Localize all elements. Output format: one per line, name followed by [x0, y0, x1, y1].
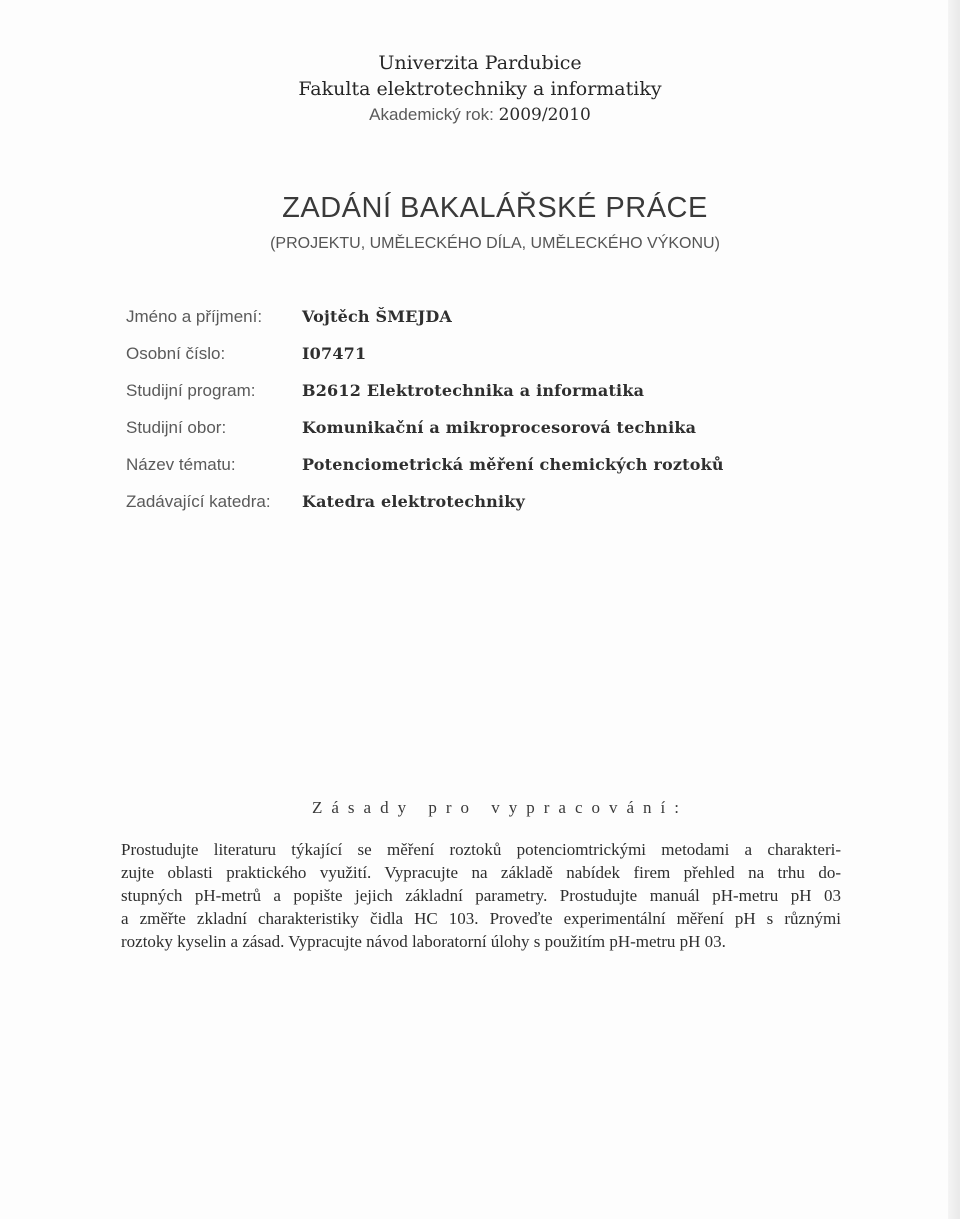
academic-year-label: Akademický rok:: [369, 105, 494, 124]
info-value: Komunikační a mikroprocesorová technika: [302, 418, 697, 437]
info-row-personal-number: [126, 335, 846, 372]
paragraph-line: stupných pH-metrů a popište jejich základní parametry. Prostudujte manuál pH-metru pH 03: [121, 886, 841, 905]
header: [0, 50, 960, 128]
info-label: Osobní číslo:: [126, 343, 226, 363]
university-name: Univerzita Pardubice: [378, 52, 582, 74]
principles-heading: Zásady pro vypracování:: [312, 798, 688, 817]
info-label: Jméno a příjmení:: [126, 306, 263, 326]
info-row-department: [126, 483, 846, 520]
info-row-study-field: [126, 409, 846, 446]
info-label: Studijní program:: [126, 380, 256, 400]
info-label: Studijní obor:: [126, 417, 227, 437]
info-row-topic: [126, 446, 846, 483]
info-value: Vojtěch ŠMEJDA: [302, 307, 453, 326]
info-value: I07471: [302, 344, 367, 363]
info-row-study-program: [126, 372, 846, 409]
paragraph-line: Prostudujte literaturu týkající se měření roztoků potenciomtrickými metodami a charakteri-: [121, 840, 841, 859]
info-table: [126, 298, 846, 520]
principles-paragraph: [121, 838, 841, 953]
paragraph-line: a změřte zkladní charakteristiky čidla HC 103. Proveďte experimentální měření pH s různými: [121, 909, 841, 928]
paragraph-line: roztoky kyselin a zásad. Vypracujte návod laboratorní úlohy s použitím pH-metru pH 03.: [121, 932, 726, 951]
academic-year-value: 2009/2010: [498, 105, 591, 125]
title-block: [0, 190, 960, 256]
info-value: Katedra elektrotechniky: [302, 492, 526, 511]
document-subtitle: (PROJEKTU, UMĚLECKÉHO DÍLA, UMĚLECKÉHO VÝKONU): [270, 235, 720, 252]
info-label: Zadávající katedra:: [126, 491, 271, 511]
faculty-name: Fakulta elektrotechniky a informatiky: [298, 78, 662, 100]
paragraph-line: zujte oblasti praktického využití. Vypracujte na základě nabídek firem přehled na trhu do-: [121, 863, 841, 882]
page-edge-shadow: [948, 0, 960, 1219]
academic-year: [0, 102, 960, 128]
info-row-name: [126, 298, 846, 335]
document-title: ZADÁNÍ BAKALÁŘSKÉ PRÁCE: [282, 192, 708, 224]
info-label: Název tématu:: [126, 454, 236, 474]
info-value: Potenciometrická měření chemických roztoků: [302, 455, 724, 474]
info-value: B2612 Elektrotechnika a informatika: [302, 381, 645, 400]
